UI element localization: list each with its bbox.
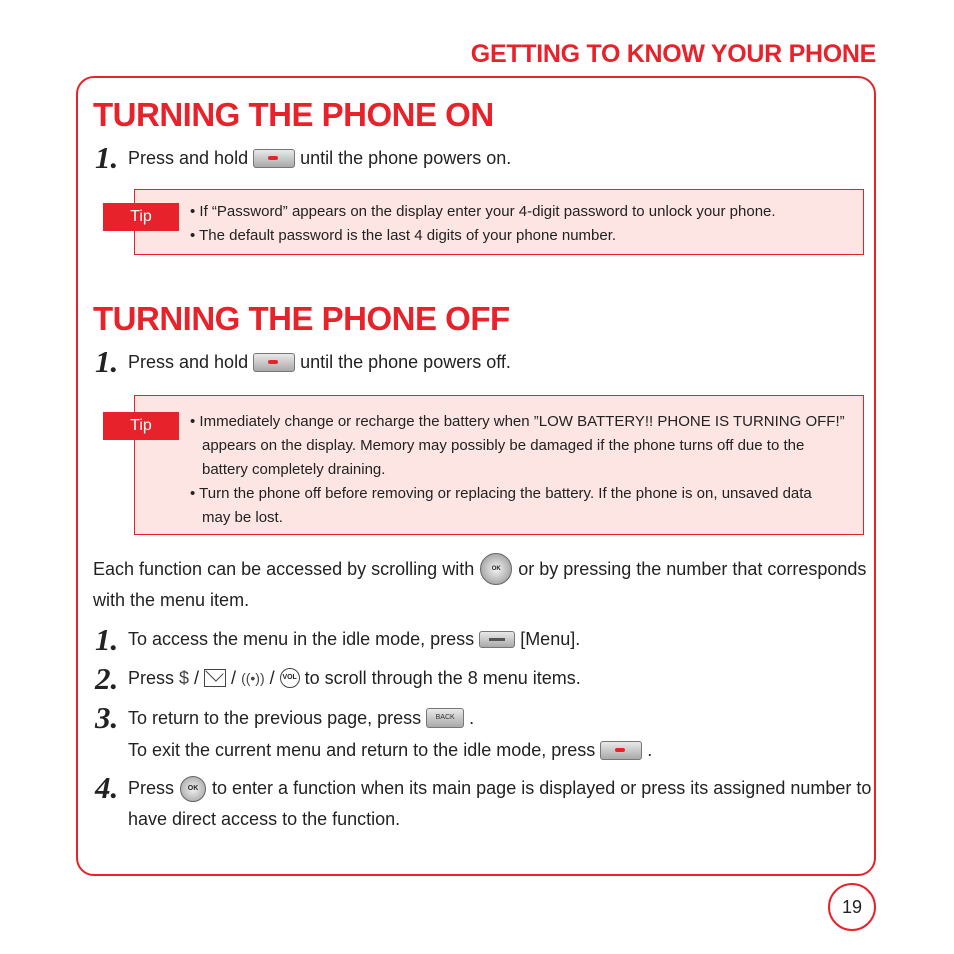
step-power-on: Press and hold until the phone powers on. — [128, 147, 512, 168]
step-enter-function: Press OK to enter a function when its main page is displayed or press its assigned number to have direct access to the function. — [128, 773, 871, 835]
step-number: 1. — [95, 622, 119, 657]
wireless-key-icon: ((•)) — [241, 670, 265, 686]
step-scroll-menu: Press $ / / ((•)) / VOL to scroll through the 8 menu items. — [128, 667, 581, 688]
menu-intro: Each function can be accessed by scrolling with OK or by pressing the number that corresponds with the menu item. — [93, 553, 866, 616]
step-number: 3. — [95, 700, 119, 735]
tip-badge: Tip — [103, 412, 179, 440]
heading-phone-on: TURNING THE PHONE ON — [93, 96, 494, 133]
tip-box-on — [134, 189, 864, 255]
step-return-menu: To return to the previous page, press BACK . — [128, 707, 475, 728]
step-exit-menu: To exit the current menu and return to the idle mode, press . — [128, 739, 653, 760]
message-key-icon — [204, 669, 226, 687]
step-number: 1. — [95, 344, 119, 379]
end-key-icon — [253, 149, 295, 168]
page-number: 19 — [828, 883, 876, 931]
step-number: 1. — [95, 140, 119, 175]
step-access-menu: To access the menu in the idle mode, press [Menu]. — [128, 628, 581, 649]
section-header: GETTING TO KNOW YOUR PHONE — [470, 40, 876, 68]
tip-box-off — [134, 395, 864, 535]
tip-text-on: • If “Password” appears on the display enter your 4-digit password to unlock your phone. • The default password is the last 4 digits of your phone number. — [190, 203, 776, 244]
left-soft-key-icon — [479, 631, 515, 648]
tip-badge: Tip — [103, 203, 179, 231]
end-key-icon — [253, 353, 295, 372]
step-number: 2. — [95, 661, 119, 696]
end-key-icon — [600, 741, 642, 760]
dollar-key-icon: $ — [179, 667, 190, 688]
ok-key-icon: OK — [180, 776, 206, 802]
heading-phone-off: TURNING THE PHONE OFF — [93, 300, 510, 337]
back-key-icon: BACK — [426, 708, 464, 728]
step-number: 4. — [95, 770, 119, 805]
navigation-key-icon: OK — [480, 553, 512, 585]
volume-key-icon: VOL — [280, 668, 300, 688]
tip-text-off: • Immediately change or recharge the battery when ”LOW BATTERY!! PHONE IS TURNING OFF!” appears on the display. Memory may possibly be damaged if the phone turns off due to the battery completely draining. • Turn the phone off before removing or replacing the battery. If the phone is on, unsaved data may be lost. — [190, 413, 845, 526]
step-power-off: Press and hold until the phone powers off. — [128, 351, 511, 372]
